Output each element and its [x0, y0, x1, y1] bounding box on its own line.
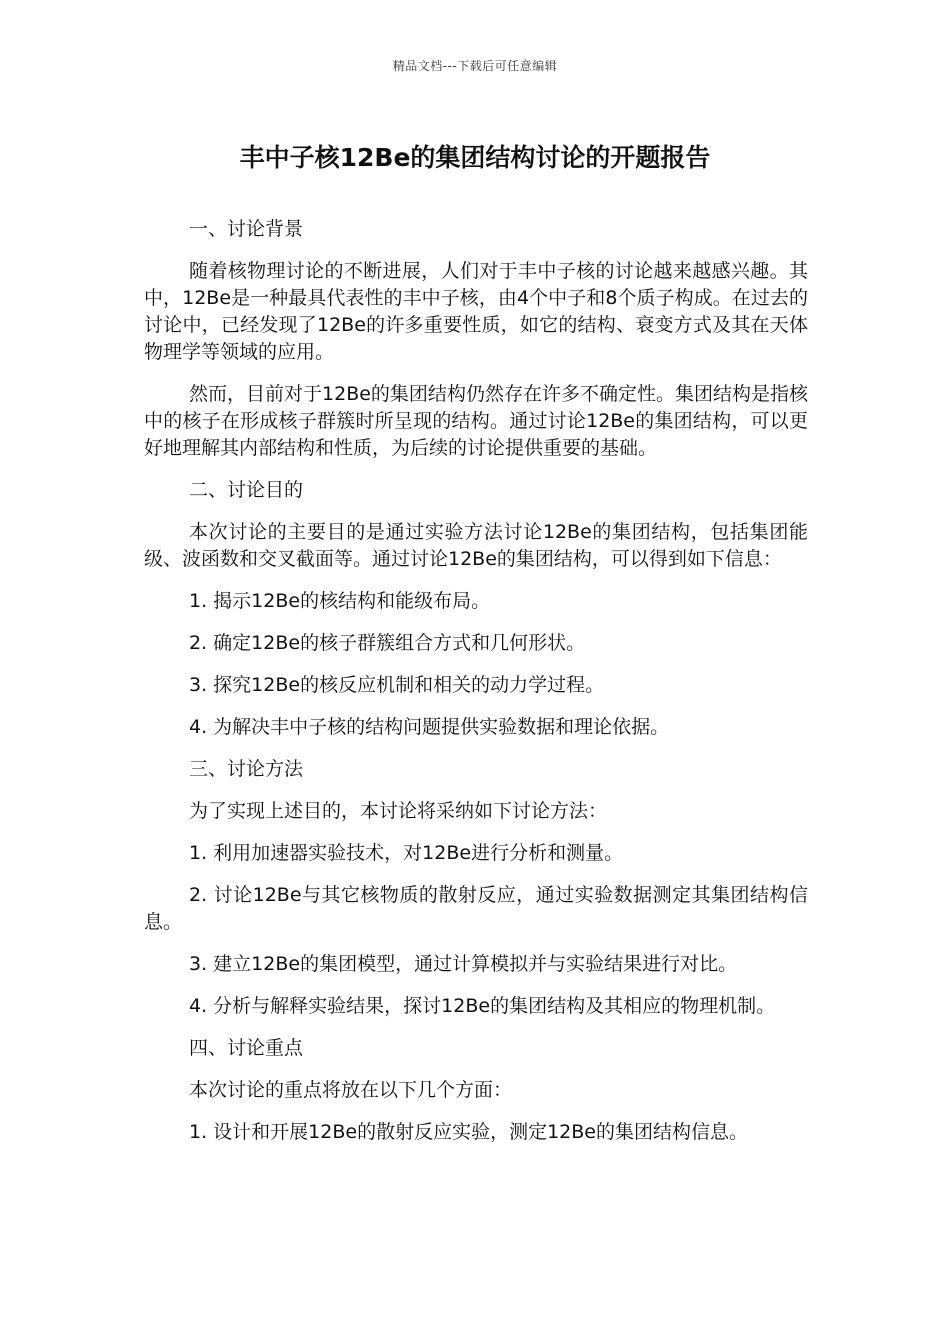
list-item: 1. 设计和开展12Be的散射反应实验，测定12Be的集团结构信息。 [189, 1121, 748, 1143]
section-heading-purpose: 二、讨论目的 [189, 479, 304, 501]
list-item: 1. 揭示12Be的核结构和能级布局。 [189, 590, 491, 612]
paragraph: 随着核物理讨论的不断进展，人们对于丰中子核的讨论越来越感兴趣。其中，12Be是一种最具代表性的丰中子核，由4个中子和8个质子构成。在过去的讨论中，已经发现了12Be的许多重要性质，如它的结构、衰变方式及其在天体物理学等领域的应用。 [144, 260, 808, 363]
list-item: 4. 分析与解释实验结果，探讨12Be的集团结构及其相应的物理机制。 [189, 995, 776, 1017]
page-header: 精品文档---下载后可任意编辑 [392, 59, 558, 73]
section-heading-background: 一、讨论背景 [189, 218, 304, 240]
list-item: 2. 确定12Be的核子群簇组合方式和几何形状。 [189, 632, 586, 654]
list-item: 2. 讨论12Be与其它核物质的散射反应，通过实验数据测定其集团结构信息。 [144, 884, 808, 933]
document-body [144, 216, 808, 1161]
paragraph: 本次讨论的重点将放在以下几个方面： [189, 1079, 513, 1101]
document-title: 丰中子核12Be的集团结构讨论的开题报告 [239, 143, 711, 172]
paragraph: 本次讨论的主要目的是通过实验方法讨论12Be的集团结构，包括集团能级、波函数和交叉截面等。通过讨论12Be的集团结构，可以得到如下信息： [144, 521, 808, 570]
list-item: 3. 探究12Be的核反应机制和相关的动力学过程。 [189, 674, 605, 696]
section-heading-methods: 三、讨论方法 [189, 758, 304, 780]
paragraph: 然而，目前对于12Be的集团结构仍然存在许多不确定性。集团结构是指核中的核子在形成核子群簇时所呈现的结构。通过讨论12Be的集团结构，可以更好地理解其内部结构和性质，为后续的讨论提供重要的基础。 [144, 383, 808, 459]
list-item: 4. 为解决丰中子核的结构问题提供实验数据和理论依据。 [189, 716, 670, 738]
paragraph: 为了实现上述目的，本讨论将采纳如下讨论方法： [189, 800, 608, 822]
list-item: 1. 利用加速器实验技术，对12Be进行分析和测量。 [189, 842, 624, 864]
list-item: 3. 建立12Be的集团模型，通过计算模拟并与实验结果进行对比。 [189, 953, 738, 975]
section-heading-focus: 四、讨论重点 [189, 1037, 304, 1059]
